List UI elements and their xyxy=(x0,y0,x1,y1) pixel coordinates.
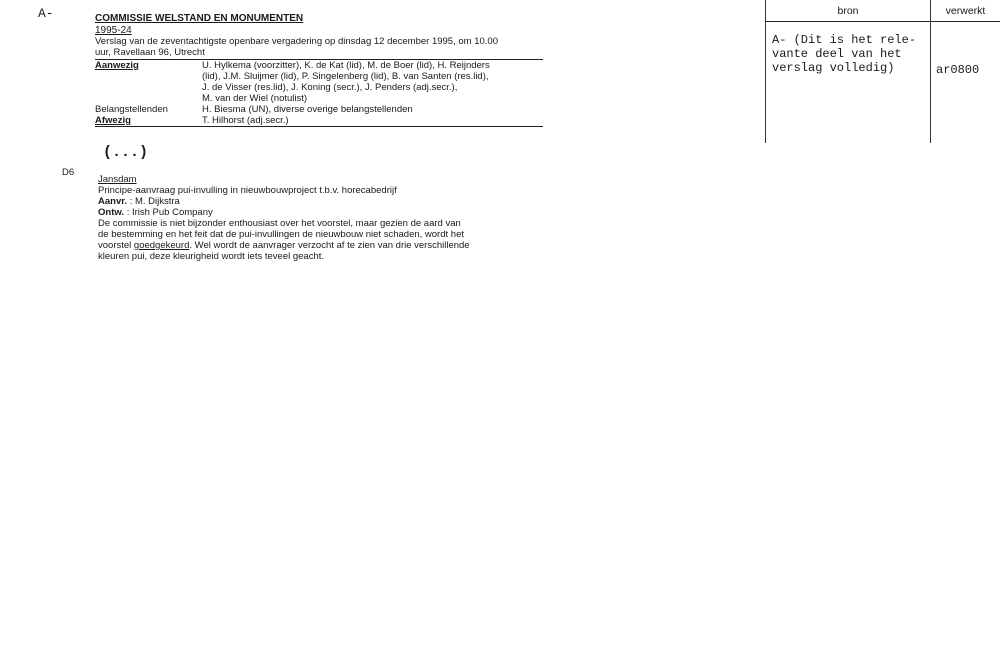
body-line-3-end: . Wel wordt de aanvrager verzocht af te zien van drie verschillende xyxy=(189,240,470,251)
present-label: Aanwezig xyxy=(95,60,139,71)
source-note xyxy=(772,33,916,75)
present-line-2: (lid), J.M. Sluijmer (lid), P. Singelenberg (lid), B. van Santen (res.lid), xyxy=(202,71,489,82)
table-header-rule xyxy=(765,21,1000,22)
intro-line-2: uur, Ravellaan 96, Utrecht xyxy=(95,47,205,58)
designer-value: : Irish Pub Company xyxy=(126,207,213,218)
present-line-3: J. de Visser (res.lid), J. Koning (secr.), J. Penders (adj.secr.), xyxy=(202,82,458,93)
committee-title: COMMISSIE WELSTAND EN MONUMENTEN xyxy=(95,13,304,24)
source-note-line-2: vante deel van het xyxy=(772,47,902,61)
absent-value: T. Hilhorst (adj.secr.) xyxy=(202,115,289,126)
applicant-label: Aanvr. xyxy=(98,196,128,207)
item-code: D6 xyxy=(62,167,75,178)
source-note-line-1: A- (Dit is het rele- xyxy=(772,33,917,47)
stakeholders-label: Belangstellenden xyxy=(95,104,168,115)
intro-line-1: Verslag van de zeventachtigste openbare vergadering op dinsdag 12 december 1995, om 10.00 xyxy=(95,36,498,47)
body-line-1: De commissie is niet bijzonder enthousiast over het voorstel, maar gezien de aard van xyxy=(98,218,461,229)
column-header-source: bron xyxy=(837,5,859,17)
source-note-line-3: verslag volledig) xyxy=(772,61,895,75)
processed-code: ar0800 xyxy=(936,63,980,77)
approved-word: goedgekeurd xyxy=(133,240,190,251)
absent-label: Afwezig xyxy=(95,115,131,126)
applicant-value: : M. Dijkstra xyxy=(129,196,180,207)
body-line-3 xyxy=(98,240,470,251)
attendance-rule xyxy=(95,126,543,127)
body-line-4: kleuren pui, deze kleurigheid wordt iets teveel geacht. xyxy=(98,251,325,262)
stakeholders-value: H. Biesma (UN), diverse overige belangstellenden xyxy=(202,104,413,115)
report-number: 1995-24 xyxy=(95,25,132,36)
item-subject: Principe-aanvraag pui-invulling in nieuwbouwproject t.b.v. horecabedrijf xyxy=(98,185,397,196)
omission-marker: (...) xyxy=(103,144,149,161)
designer-label: Ontw. xyxy=(98,207,125,218)
present-line-1: U. Hylkema (voorzitter), K. de Kat (lid), M. de Boer (lid), H. Reijnders xyxy=(202,60,490,71)
margin-mark: A- xyxy=(38,6,54,21)
item-location: Jansdam xyxy=(98,174,137,185)
body-line-2: de bestemming en het feit dat de pui-invullingen de nieuwbouw niet schaden, wordt het xyxy=(98,229,464,240)
present-line-4: M. van der Wiel (notulist) xyxy=(202,93,308,104)
body-line-3-start: voorstel xyxy=(98,240,134,251)
column-header-processed: verwerkt xyxy=(945,5,986,17)
